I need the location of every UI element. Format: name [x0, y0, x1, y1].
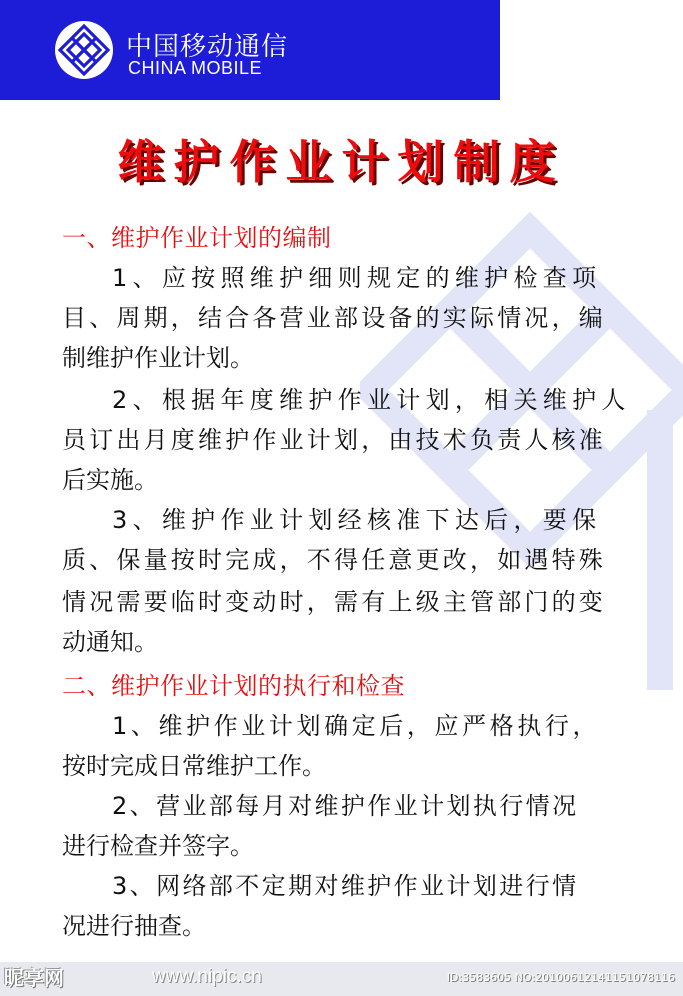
paragraph-line: 员订出月度维护作业计划，由技术负责人核准: [62, 426, 606, 454]
china-mobile-logo-icon: [54, 20, 114, 80]
paragraph-line: 动通知。: [62, 628, 158, 656]
paragraph-line: 2、根据年度维护作业计划，相关维护人: [112, 386, 631, 414]
paragraph-line: 1、应按照维护细则规定的维护检查项: [112, 264, 602, 292]
section-heading-2: 二、维护作业计划的执行和检查: [62, 672, 405, 700]
footer-image-id: ID:3583605 NO:20100612141151078116: [446, 971, 675, 984]
paragraph-line: 按时完成日常维护工作。: [62, 752, 326, 780]
section-heading-1: 一、维护作业计划的编制: [62, 224, 332, 252]
paragraph-line: 1、维护作业计划确定后，应严格执行，: [112, 712, 601, 740]
page-title: 维护作业计划制度: [117, 135, 566, 189]
paragraph-line: 后实施。: [62, 466, 158, 494]
paragraph-line: 情况需要临时变动时，需有上级主管部门的变: [62, 588, 606, 616]
paragraph-line: 目、周期，结合各营业部设备的实际情况，编: [62, 304, 606, 332]
footer-watermark-brand: 昵享网: [4, 966, 64, 990]
paragraph-line: 3、网络部不定期对维护作业计划进行情: [112, 872, 579, 900]
paragraph-line: 2、营业部每月对维护作业计划执行情况: [112, 792, 579, 820]
paragraph-line: 进行检查并签字。: [62, 832, 254, 860]
brand-name-cn: 中国移动通信: [126, 32, 289, 62]
header-bar: [0, 0, 500, 100]
brand-name-en: CHINA MOBILE: [128, 58, 263, 78]
paragraph-line: 质、保量按时完成，不得任意更改，如遇特殊: [62, 546, 606, 574]
paragraph-line: 3、维护作业计划经核准下达后，要保: [112, 506, 602, 534]
paragraph-line: 制维护作业计划。: [62, 344, 254, 372]
footer-watermark-url: www.nipic.cn: [152, 966, 262, 987]
paragraph-line: 况进行抽查。: [62, 912, 206, 940]
